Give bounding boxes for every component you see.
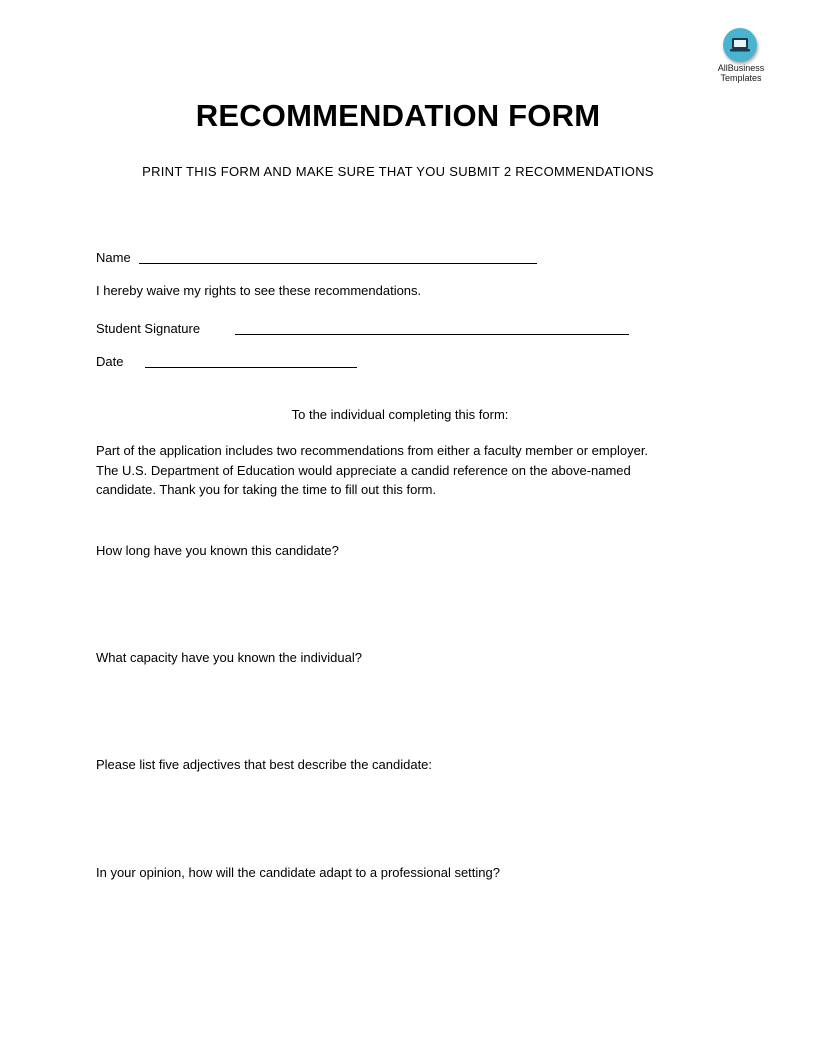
intro-line-3: candidate. Thank you for taking the time to fill out this form. [96,482,437,497]
intro-line-1: Part of the application includes two recommendations from either a faculty member or employer. [96,443,649,458]
date-field-line[interactable] [145,367,357,368]
logo-text [700,63,782,83]
question-2: What capacity have you known the individual? [96,650,362,665]
logo-line1: AllBusiness [717,63,765,73]
question-4: In your opinion, how will the candidate adapt to a professional setting? [96,865,500,880]
page-title: RECOMMENDATION FORM [195,98,601,133]
logo-line2: Templates [720,73,762,83]
name-field-line[interactable] [139,263,537,264]
page-subtitle: PRINT THIS FORM AND MAKE SURE THAT YOU SUBMIT 2 RECOMMENDATIONS [142,164,654,179]
intro-line-2: The U.S. Department of Education would appreciate a candid reference on the above-named [96,462,631,478]
intro-heading: To the individual completing this form: [291,407,509,422]
laptop-icon [729,36,751,54]
name-label: Name [96,250,131,265]
intro-paragraph [96,441,706,500]
question-3: Please list five adjectives that best describe the candidate: [96,757,433,772]
waiver-text: I hereby waive my rights to see these recommendations. [96,283,422,298]
signature-label: Student Signature [96,321,201,336]
date-label: Date [96,354,124,369]
signature-field-line[interactable] [235,334,629,335]
question-1: How long have you known this candidate? [96,543,339,558]
logo-circle [723,28,757,62]
